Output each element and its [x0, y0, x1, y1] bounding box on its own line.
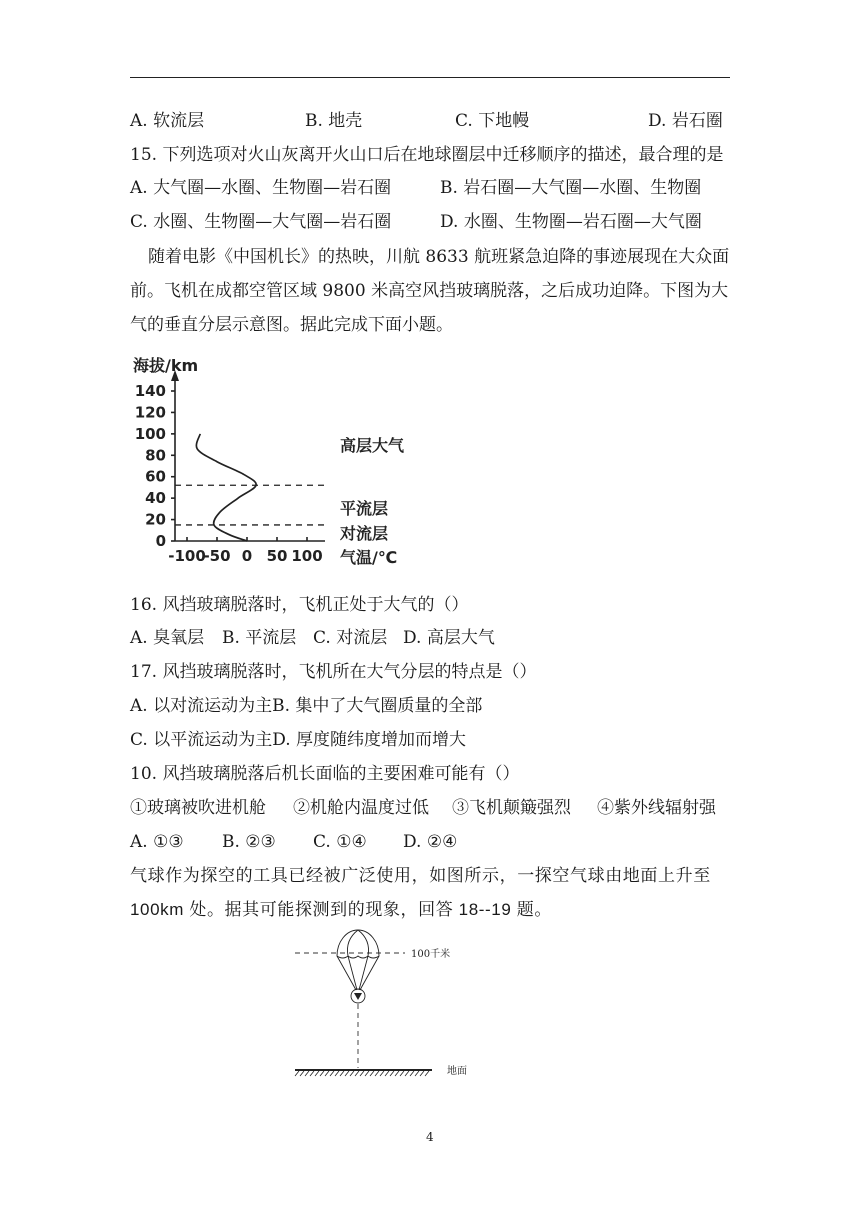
y-tick-label: 0	[155, 532, 166, 550]
y-tick-label: 20	[145, 510, 166, 529]
q17-options-row-2	[130, 730, 466, 750]
q16-option-d: D. 高层大气	[403, 628, 495, 648]
q17-option-c: C. 以平流运动为主	[130, 730, 273, 750]
q17-option-b: B. 集中了大气圈质量的全部	[272, 696, 483, 716]
q10-statement-1: ①玻璃被吹进机舱	[130, 798, 266, 818]
balloon-canopy	[337, 930, 379, 958]
q17-options-row-1	[130, 696, 482, 716]
q17-option-d: D. 厚度随纬度增加而增大	[272, 730, 467, 750]
q16-option-a: A. 臭氧层	[130, 628, 205, 648]
q17-stem: 17. 风挡玻璃脱落时，飞机所在大气分层的特点是（）	[130, 662, 537, 682]
q14-option-c: C. 下地幔	[455, 111, 530, 131]
ground-hatching	[295, 1071, 429, 1076]
temperature-curve	[196, 434, 256, 541]
q15-option-d: D. 水圈、生物圈—岩石圈—大气圈	[440, 212, 702, 232]
suspension-lines	[337, 956, 379, 990]
passage-flight-line-2: 前。飞机在成都空管区域 9800 米高空风挡玻璃脱落，之后成功迫降。下图为大	[130, 281, 729, 301]
y-tick-label: 60	[145, 467, 166, 486]
q10-stem: 10. 风挡玻璃脱落后机长面临的主要困难可能有（）	[130, 764, 520, 784]
balloon-diagram	[285, 920, 485, 1090]
q15-option-a: A. 大气圈—水圈、生物圈—岩石圈	[130, 178, 392, 198]
x-axis-label: 气温/℃	[340, 548, 398, 567]
q14-option-a: A. 软流层	[130, 111, 205, 131]
passage-balloon-line-1: 气球作为探空的工具已经被广泛使用，如图所示，一探空气球由地面上升至	[130, 866, 711, 885]
x-tick-label: 50	[266, 547, 288, 565]
q10-statement-2: ②机舱内温度过低	[293, 798, 429, 818]
q16-option-b: B. 平流层	[222, 628, 297, 648]
altitude-100km-label: 100千米	[411, 949, 451, 960]
q15-option-c: C. 水圈、生物圈—大气圈—岩石圈	[130, 212, 392, 232]
q10-option-b: B. ②③	[222, 832, 276, 852]
y-tick-label: 40	[145, 489, 166, 508]
x-tick-label: -100	[168, 547, 206, 565]
layer-label-stratosphere: 平流层	[340, 499, 389, 518]
y-axis-label: 海拔/km	[133, 356, 199, 375]
chart-marks	[135, 370, 325, 565]
q10-statement-3: ③飞机颠簸强烈	[452, 798, 571, 818]
canopy-outline	[337, 930, 379, 958]
q14-option-d: D. 岩石圈	[648, 111, 723, 131]
x-tick-label: 0	[241, 547, 253, 565]
q10-option-a: A. ①③	[130, 832, 184, 852]
q10-statement-4: ④紫外线辐射强	[597, 798, 716, 818]
passage-flight-line-3: 气的垂直分层示意图。据此完成下面小题。	[130, 315, 453, 335]
canopy-gore-lines	[347, 930, 368, 956]
q17-option-a: A. 以对流运动为主	[130, 696, 273, 716]
y-tick-label: 80	[145, 446, 166, 465]
q15-stem: 15. 下列选项对火山灰离开火山口后在地球圈层中迁移顺序的描述，最合理的是	[130, 145, 724, 165]
atmosphere-layer-chart	[120, 345, 420, 575]
q10-option-c: C. ①④	[313, 832, 367, 852]
layer-label-upper-atmosphere: 高层大气	[340, 436, 405, 455]
q16-stem: 16. 风挡玻璃脱落时，飞机正处于大气的（）	[130, 595, 469, 615]
x-tick-label: 100	[291, 547, 323, 565]
passage-balloon-line-2: 100km 处。据其可能探测到的现象，回答 18--19 题。	[130, 900, 552, 919]
q10-option-d: D. ②④	[403, 832, 458, 852]
y-tick-label: 140	[134, 382, 166, 400]
payload-arrow-icon	[354, 993, 362, 1000]
header-rule	[130, 77, 730, 78]
passage-flight-line-1: 随着电影《中国机长》的热映，川航 8633 航班紧急迫降的事迹展现在大众面	[148, 247, 730, 267]
ground-label: 地面	[447, 1066, 467, 1077]
q15-option-b: B. 岩石圈—大气圈—水圈、生物圈	[440, 178, 702, 198]
layer-label-troposphere: 对流层	[340, 524, 389, 543]
y-tick-label: 100	[134, 424, 166, 443]
x-tick-label: -50	[203, 547, 231, 565]
y-tick-label: 120	[134, 403, 166, 422]
q14-option-b: B. 地壳	[305, 111, 363, 131]
q16-option-c: C. 对流层	[313, 628, 388, 648]
page-number: 4	[426, 1130, 434, 1144]
